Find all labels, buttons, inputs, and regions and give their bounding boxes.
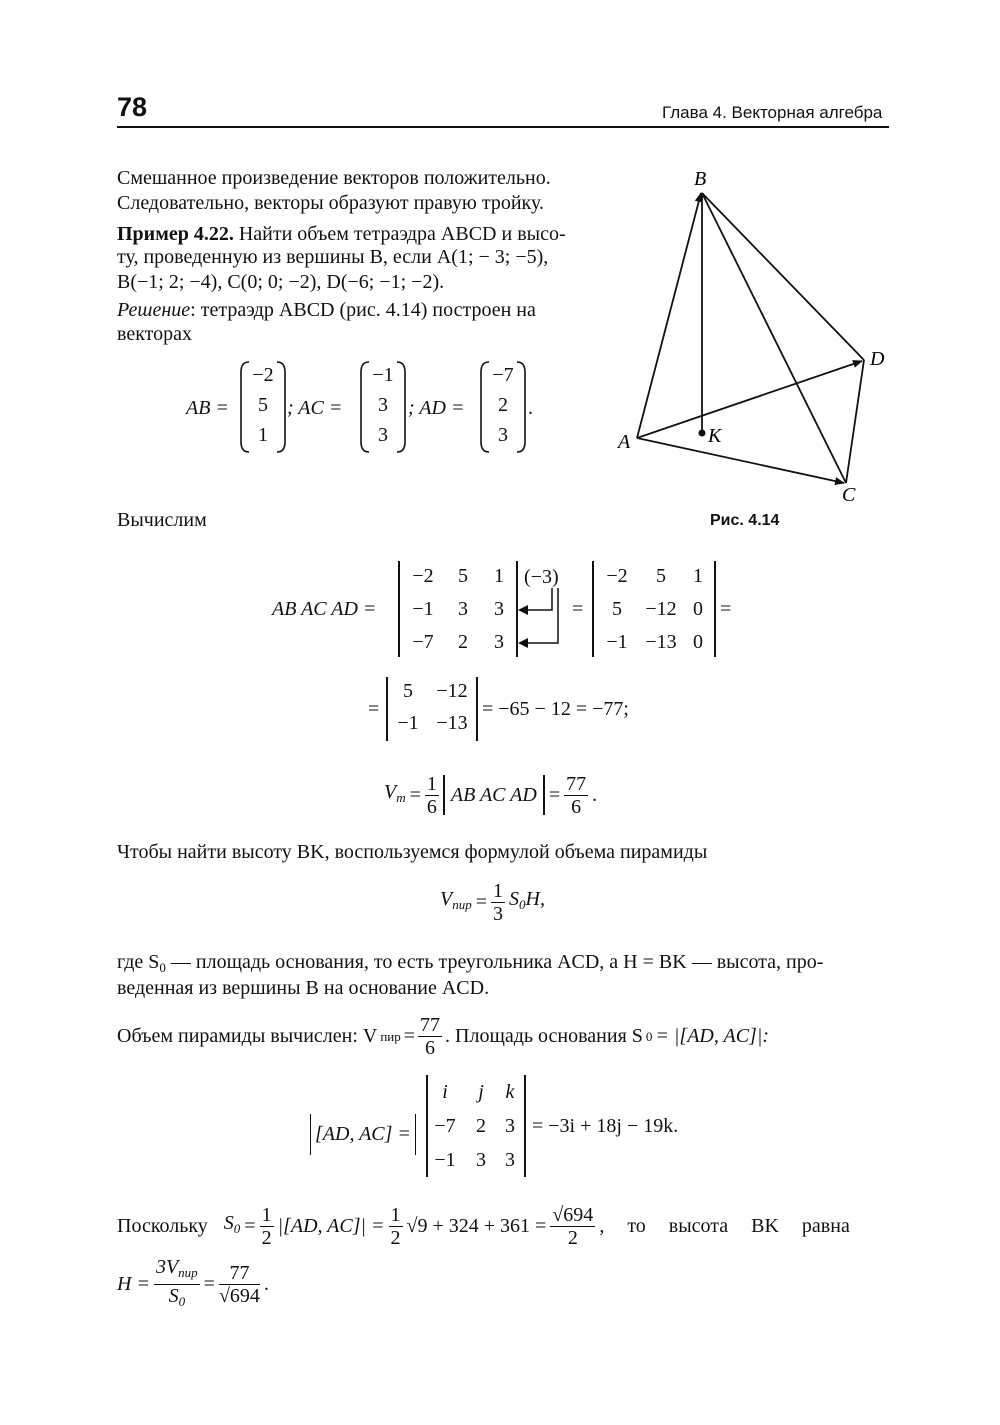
cross-matrix	[426, 1075, 526, 1177]
vector-ab-label: AB =	[186, 397, 229, 419]
pyramid-lhs: $V_{пир}$	[440, 888, 472, 912]
edge-ad	[637, 361, 862, 438]
label-d: D	[870, 348, 885, 370]
det1b-bar-left	[592, 561, 594, 657]
det1-matrix	[398, 561, 518, 657]
vector-ad-label: ; AD =	[408, 397, 465, 419]
where-line-2: веденная из вершины B на основание ACD.	[117, 977, 490, 999]
vector-ac-matrix	[360, 360, 406, 454]
volume-computed-frac: $\frac{77}{6}$	[420, 1013, 441, 1059]
edge-ac	[637, 438, 844, 483]
figure-caption: Рис. 4.14	[710, 512, 780, 529]
pyramid-eq: =	[475, 890, 487, 913]
solution-line-2: векторах	[117, 323, 193, 345]
label-k: K	[708, 425, 722, 447]
since-abs: |[AD, AC]| =	[277, 1214, 385, 1237]
det1-row-arrows	[518, 588, 568, 658]
det1-cell-02: 1	[494, 565, 504, 587]
vector-ac-y: 3	[378, 394, 388, 416]
vector-ad-z: 3	[498, 424, 508, 446]
det2-cell-11: −13	[436, 712, 468, 734]
volume-abs: AB AC AD	[443, 775, 545, 815]
det2-cell-00: 5	[403, 680, 413, 702]
vector-ad-matrix	[480, 360, 526, 454]
vector-ab-matrix	[240, 360, 286, 454]
volume-computed: Объем пирамиды вычислен: V пир = $\frac{77}{6}$ . Площадь основания S 0 = |[AD, AC]|:	[117, 1013, 769, 1059]
vector-ad-x: −7	[492, 364, 514, 386]
det1-label: AB AC AD =	[272, 598, 377, 620]
det2-equals: =	[368, 698, 380, 720]
intro-line-1: Смешанное произведение векторов положительно.	[117, 167, 551, 189]
final-formula: H = $\frac{3V_{пир}}{S_0}$ = $\frac{77}{√694}$ .	[117, 1254, 269, 1314]
pyramid-one-third: $\frac{1}{3}$	[493, 879, 503, 925]
final-frac: $\frac{3V_{пир}}{S_0}$	[155, 1255, 198, 1309]
edge-bd	[702, 193, 864, 360]
vector-ac-label: ; AC =	[287, 397, 343, 419]
det1b-cell-00: −2	[606, 565, 628, 587]
volume-result: $\frac{77}{6}$	[566, 772, 587, 818]
cross-cell-21: 3	[476, 1149, 486, 1171]
where-line-1: где $S_0$ — площадь основания, то есть треугольника ACD, а H = BK — высота, про-	[117, 951, 824, 975]
cross-cell-01: j	[478, 1081, 484, 1103]
det2-cell-01: −12	[436, 680, 468, 702]
det1-bar-left	[398, 561, 400, 657]
det1-cell-12: 3	[494, 598, 504, 620]
vector-end: .	[528, 397, 533, 419]
volume-eq2: =	[548, 783, 561, 806]
det1b-cell-02: 1	[693, 565, 703, 587]
det1b-cell-12: 0	[693, 598, 703, 620]
example-line-1	[117, 222, 566, 247]
volume-eq: =	[409, 783, 421, 806]
height-text: Чтобы найти высоту BK, воспользуемся формулой объема пирамиды	[117, 841, 708, 863]
label-a: A	[618, 431, 631, 453]
det2-cell-10: −1	[397, 712, 419, 734]
cross-cell-11: 2	[476, 1115, 486, 1137]
det1b-cell-20: −1	[606, 631, 628, 653]
pyramid-rhs: $S_0H$,	[509, 888, 545, 912]
volume-one-sixth: $\frac{1}{6}$	[426, 772, 437, 818]
compute-label: Вычислим	[117, 509, 207, 531]
since-sqrt: √9 + 324 + 361 =	[406, 1214, 547, 1237]
det1-cell-22: 3	[494, 631, 504, 653]
det1b-cell-11: −12	[645, 598, 677, 620]
since-half-2: $\frac{1}{2}$	[390, 1203, 401, 1249]
det2-bar-right	[476, 677, 478, 741]
det1-multiplier: (−3)	[524, 566, 559, 588]
cross-lhs: [AD, AC] =	[310, 1114, 416, 1155]
pyramid-formula	[440, 872, 545, 932]
example-text-1: Найти объем тетраэдра ABCD и высо-	[238, 223, 566, 245]
page-number: 78	[117, 92, 148, 122]
since-result: $\frac{√694}{2}$	[552, 1203, 594, 1249]
volume-end: .	[592, 783, 598, 806]
det1b-cell-01: 5	[656, 565, 666, 587]
cross-cell-20: −1	[434, 1149, 456, 1171]
cross-cell-02: k	[505, 1081, 515, 1103]
solution-line-1	[117, 298, 536, 323]
cross-bar-left	[426, 1075, 428, 1177]
solution-text-1: : тетраэдр ABCD (рис. 4.14) построен на	[190, 299, 536, 321]
volume-lhs: $V_т$	[384, 781, 406, 805]
final-lhs: H =	[117, 1272, 150, 1295]
vector-ac-x: −1	[372, 364, 394, 386]
point-k	[699, 430, 706, 437]
det1b-cell-22: 0	[693, 631, 703, 653]
example-line-3: B(−1; 2; −4), C(0; 0; −2), D(−6; −1; −2).	[117, 271, 445, 293]
vector-ab-x: −2	[252, 364, 274, 386]
vector-ab-z: 1	[258, 424, 268, 446]
det1b-cell-21: −13	[645, 631, 677, 653]
edge-dc	[846, 360, 864, 483]
det1-cell-21: 2	[458, 631, 468, 653]
chapter-title: Глава 4. Векторная алгебра	[662, 103, 883, 122]
vector-ad-y: 2	[498, 394, 508, 416]
det1-matrix-2	[592, 561, 716, 657]
example-line-2: ту, проведенную из вершины B, если A(1; − 3; −5),	[117, 246, 549, 268]
cross-cell-10: −7	[434, 1115, 456, 1137]
edge-ab	[637, 193, 701, 438]
intro-line-2: Следовательно, векторы образуют правую тройку.	[117, 192, 544, 214]
cross-cell-22: 3	[505, 1149, 515, 1171]
example-label: Пример 4.22.	[117, 223, 234, 245]
det2-bar-left	[386, 677, 388, 741]
volume-formula	[384, 765, 597, 825]
det1-equals: =	[572, 598, 584, 620]
det1-cell-20: −7	[412, 631, 434, 653]
vector-ab-y: 5	[258, 394, 268, 416]
cross-cell-00: i	[442, 1081, 448, 1103]
det2-result: = −65 − 12 = −77;	[482, 698, 629, 720]
since-word: Поскольку	[117, 1214, 208, 1237]
vector-ac-z: 3	[378, 424, 388, 446]
since-half: $\frac{1}{2}$	[261, 1203, 272, 1249]
edge-bc	[702, 193, 846, 483]
label-b: B	[694, 168, 707, 190]
since-line: Поскольку $S_0$ = $\frac{1}{2}$ |[AD, AC]| = $\frac{1}{2}$ √9 + 324 + 361 = $\frac{√694}{2}$ , то высота BK равна	[117, 1203, 850, 1249]
solution-label: Решение	[117, 299, 191, 321]
det1-cell-01: 5	[458, 565, 468, 587]
det2-matrix	[386, 677, 478, 741]
cross-bar-right	[524, 1075, 526, 1177]
since-tail: , то высота BK равна	[599, 1214, 850, 1237]
label-c: C	[842, 484, 856, 505]
det1-cell-11: 3	[458, 598, 468, 620]
cross-result: = −3i + 18j − 19k.	[532, 1115, 679, 1137]
final-result: $\frac{77}{√694}$	[218, 1261, 260, 1307]
cross-cell-12: 3	[505, 1115, 515, 1137]
det1-cell-10: −1	[412, 598, 434, 620]
since-s0: $S_0$	[223, 1212, 241, 1236]
det1-equals-end: =	[720, 598, 732, 620]
header-rule	[117, 126, 889, 128]
det1b-bar-right	[714, 561, 716, 657]
det1-cell-00: −2	[412, 565, 434, 587]
tetrahedron-figure	[610, 165, 910, 505]
det1b-cell-10: 5	[612, 598, 622, 620]
